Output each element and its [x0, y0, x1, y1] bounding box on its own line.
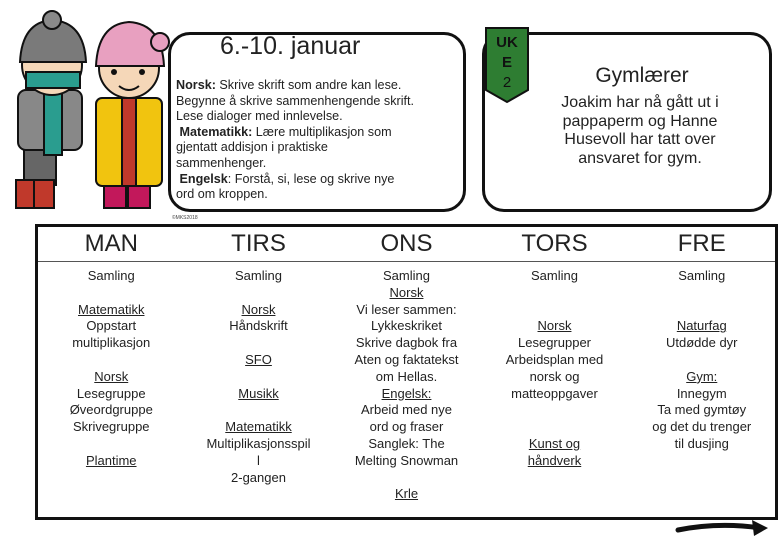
- day-header: TORS: [481, 226, 629, 262]
- kid-left: [16, 11, 86, 208]
- day-header: ONS: [333, 226, 481, 262]
- subject-title: Matematikk: [78, 301, 145, 317]
- goal-line: Lese dialoger med innlevelse.: [176, 109, 343, 124]
- day-column-ons: Samling Norsk Vi leser sammen: Lykkeskriket Skrive dagbok fra Aten og faktatekst om Hellas. Engelsk: Arbeid med nye ord og fraser Sanglek: The Melting Snowman Krle: [333, 262, 481, 519]
- subject-title: Norsk: [537, 318, 572, 334]
- subject-title: Engelsk:: [381, 385, 432, 401]
- gym-text: Joakim har nå gått ut i pappaperm og Hanne Husevoll har tatt over ansvaret for gym.: [561, 94, 719, 167]
- subject-title: Plantime: [85, 452, 137, 468]
- day-header: TIRS: [185, 226, 333, 262]
- goal-line: sammenhenger.: [176, 155, 267, 170]
- subject-title: Norsk: [94, 368, 129, 384]
- goal-line: Engelsk: Forstå, si, lese og skrive nye: [179, 171, 395, 186]
- weekly-schedule: [35, 224, 778, 520]
- subject-title: SFO: [245, 351, 272, 367]
- goal-line: gjentatt addisjon i praktiske: [176, 140, 328, 155]
- credit-text: ©MKS2018: [172, 215, 198, 221]
- learning-goals: [176, 78, 461, 203]
- goal-line: ord om kroppen.: [176, 187, 268, 202]
- subject-title: Krle: [394, 486, 419, 502]
- subject-title: Norsk: [389, 284, 424, 300]
- week-badge-text: UK E 2: [496, 34, 518, 91]
- day-column-tirs: Samling Norsk Håndskrift SFO Musikk Matematikk Multiplikasjonsspil l 2-gangen: [185, 262, 333, 519]
- samling: Samling: [383, 268, 430, 283]
- day-column-man: Samling Matematikk Oppstart multiplikasjon Norsk Lesegruppe Øveordgruppe Skrivegruppe Plantime: [37, 262, 185, 519]
- kid-right: [96, 22, 169, 208]
- goal-line: Begynne å skrive sammenhengende skrift.: [176, 93, 415, 108]
- curved-arrow-right-icon: [674, 516, 774, 540]
- subject-title: håndverk: [527, 452, 582, 468]
- samling: Samling: [235, 268, 282, 283]
- day-column-tors: Samling Norsk Lesegrupper Arbeidsplan med norsk og matteoppgaver Kunst og håndverk: [481, 262, 629, 519]
- subject-title: Naturfag: [676, 318, 727, 334]
- day-header-row: [37, 226, 777, 262]
- samling: Samling: [678, 268, 726, 283]
- day-header: FRE: [629, 226, 777, 262]
- subject-title: Norsk: [241, 301, 276, 317]
- day-column-fre: Samling Naturfag Utdødde dyr Gym: Innegym Ta med gymtøy og det du trenger til dusjing: [629, 262, 777, 519]
- subject-title: Kunst og: [528, 435, 581, 451]
- gym-title: Gymlærer: [595, 64, 689, 87]
- subject-title: Matematikk: [225, 419, 292, 435]
- goal-line: Matematikk: Lære multiplikasjon som: [179, 124, 392, 139]
- subject-title: Musikk: [238, 385, 279, 401]
- samling: Samling: [87, 268, 135, 283]
- goal-line: Norsk: Skrive skrift som andre kan lese.: [176, 78, 402, 92]
- subject-title: Gym:: [686, 368, 718, 384]
- winter-kids-illustration: [4, 10, 174, 215]
- page-title: 6.-10. januar: [220, 32, 361, 60]
- day-header: MAN: [37, 226, 185, 262]
- samling: Samling: [531, 268, 578, 283]
